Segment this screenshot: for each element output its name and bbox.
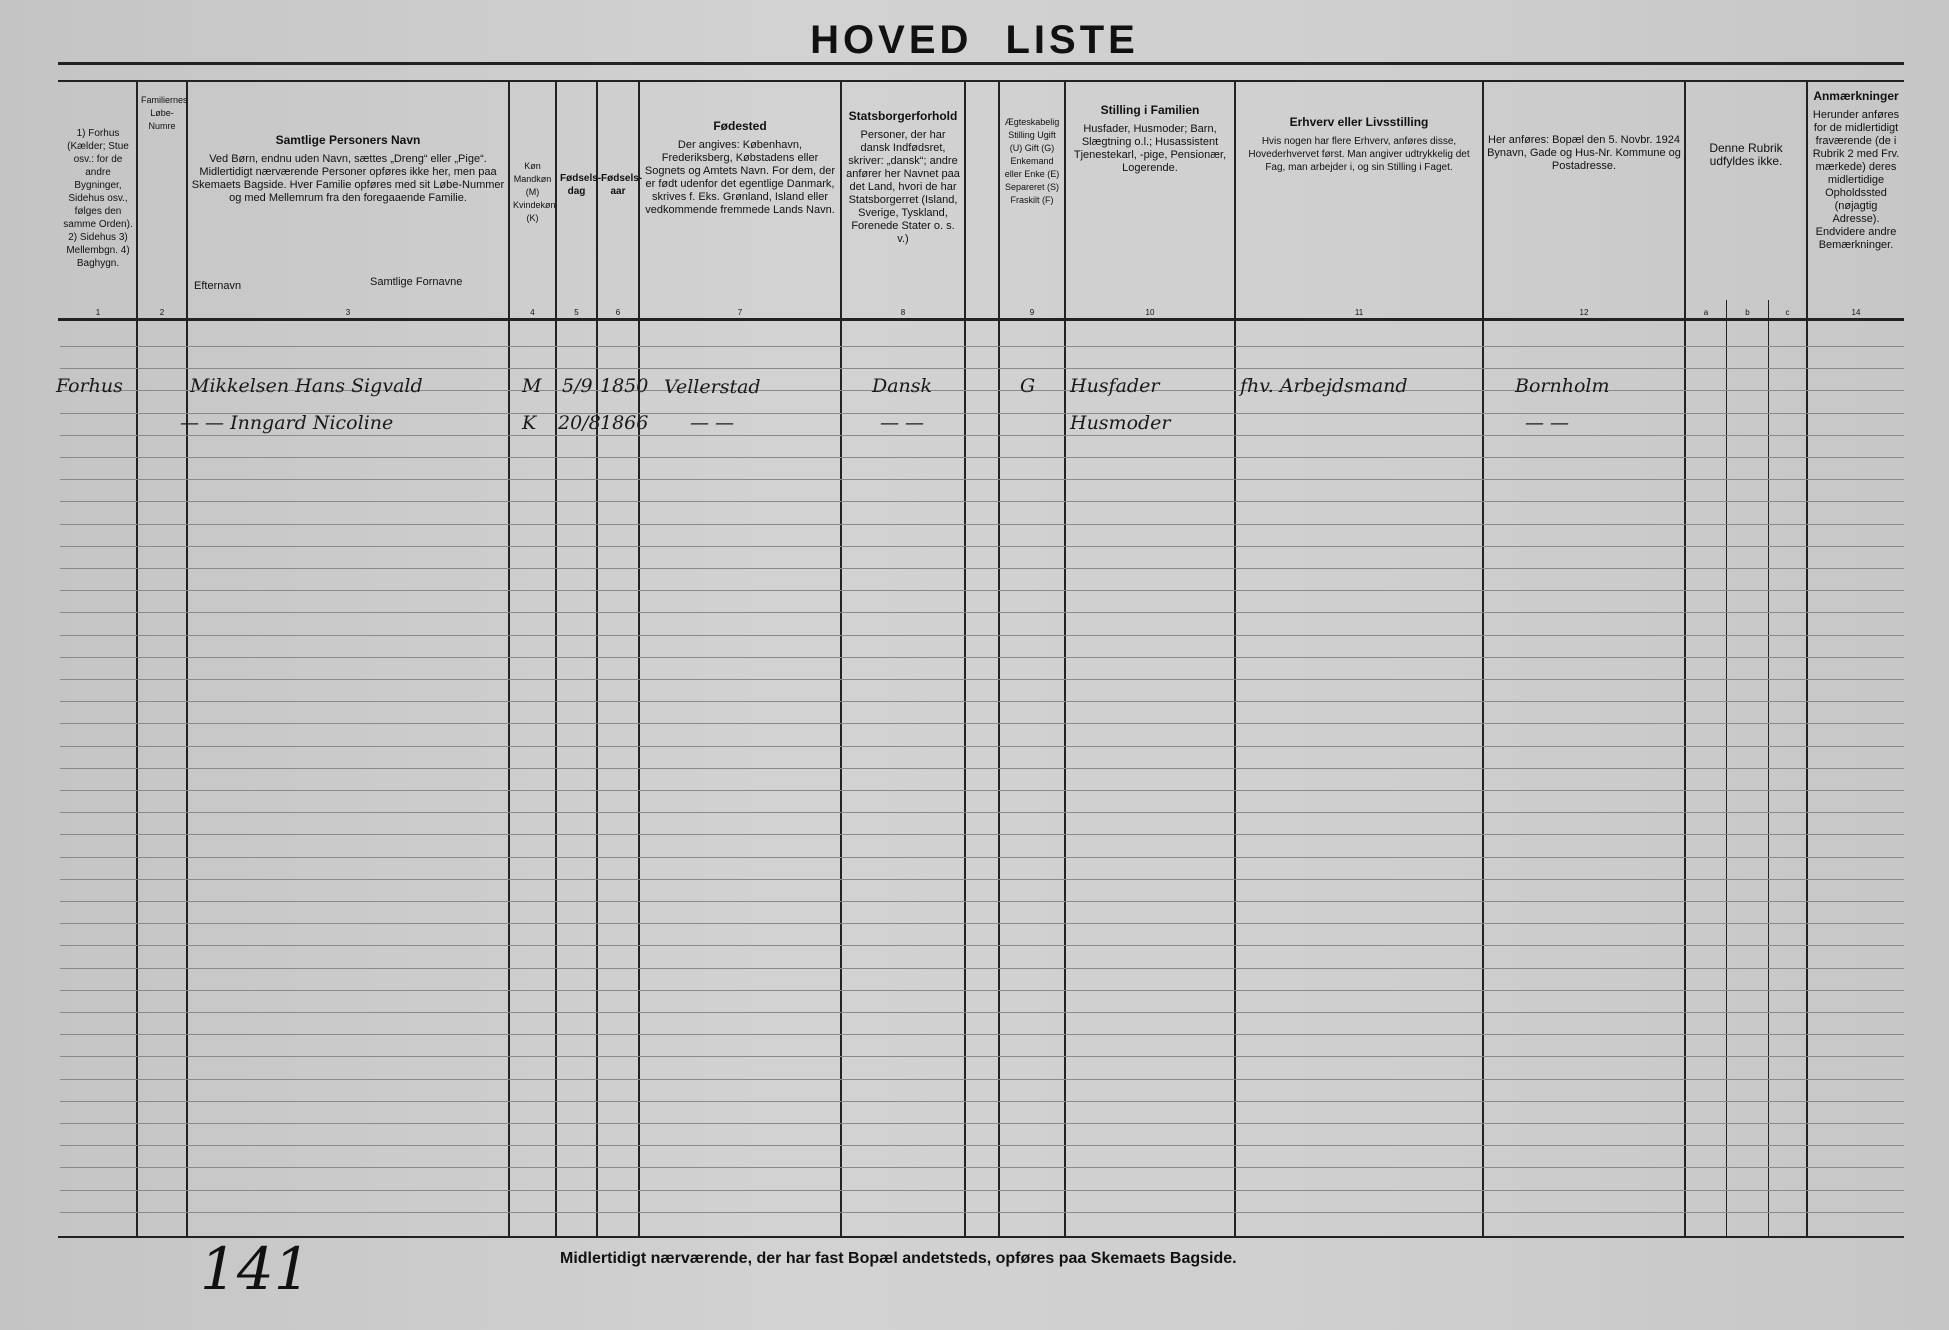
header-col10-title: Stilling i Familien: [1100, 103, 1200, 117]
ruled-line: [60, 568, 1904, 569]
header-col6: Fødsels-aar: [601, 173, 643, 197]
colnum: 6: [615, 308, 621, 317]
ruled-line: [60, 1212, 1904, 1213]
row1-citizenship: Dansk: [872, 375, 933, 397]
colnum: a: [1703, 308, 1709, 317]
header-col8-title: Statsborgerforhold: [848, 109, 958, 123]
header-col1: 1) Forhus (Kælder; Stue osv.: for de andre Bygninger, Sidehus osv., følges den samme Orden). 2) Sidehus 3) Mellembgn. 4) Baghygn.: [63, 128, 133, 269]
ruled-line: [60, 657, 1904, 658]
header-col2: Familiernes Løbe-Numre: [141, 95, 188, 131]
header-col3-body: Ved Børn, endnu uden Navn, sættes „Dreng“ eller „Pige“. Midlertidigt nærværende Personer opføres ikke her, men paa Skemaets Bagside. Hver Familie opføres med sit Løbe-Nummer og med Mellemrum fra den foregaaende Familie.: [191, 153, 505, 204]
ruled-line: [60, 701, 1904, 702]
ruled-line: [60, 968, 1904, 969]
header-bottom-rule: [58, 318, 1904, 321]
row2-citizenship: — —: [880, 412, 925, 434]
ruled-line: [60, 834, 1904, 835]
header-col11-body: Hvis nogen har flere Erhverv, anføres disse, Hovederhvervet først. Man angiver udtrykkelig det Fag, man arbejder i, og sin Stilling i Faget.: [1248, 136, 1470, 173]
header-col10: [1066, 82, 1234, 310]
row1-birthday: 5/9: [562, 375, 593, 397]
row2-name: — — Inngard Nicoline: [180, 412, 394, 434]
ruled-line: [60, 346, 1904, 347]
top-rule: [58, 62, 1904, 65]
ruled-line: [60, 1167, 1904, 1168]
row2-birthyear: 1866: [600, 412, 649, 434]
ruled-line: [60, 546, 1904, 547]
colnum: 9: [1029, 308, 1035, 317]
ruled-line: [60, 1190, 1904, 1191]
colnum: 10: [1145, 308, 1155, 317]
ruled-line: [60, 501, 1904, 502]
ruled-line: [60, 679, 1904, 680]
ruled-line: [60, 1056, 1904, 1057]
ruled-line: [60, 901, 1904, 902]
ruled-line: [60, 590, 1904, 591]
header-col9: Ægteskabelig Stilling Ugift (U) Gift (G) Enkemand eller Enke (E) Separeret (S) Fraskilt (F): [1004, 117, 1060, 205]
header-col5: Fødsels-dag: [560, 173, 602, 197]
colnum: 7: [737, 308, 743, 317]
page-number: 141: [200, 1235, 311, 1303]
ruled-line: [60, 524, 1904, 525]
header-col3-title: Samtlige Personers Navn: [275, 133, 421, 147]
row2-birthday: 20/8: [558, 412, 601, 434]
row1-building: Forhus: [56, 375, 123, 397]
colnum: 11: [1354, 308, 1364, 317]
colnum: c: [1785, 308, 1790, 317]
ruled-line: [60, 812, 1904, 813]
row1-sex: M: [522, 375, 542, 397]
row1-birthyear: 1850: [600, 375, 649, 397]
bottom-rule: [58, 1236, 1904, 1238]
colnum: 3: [345, 308, 351, 317]
row1-birthplace: Vellerstad: [664, 376, 761, 398]
ruled-line: [60, 1123, 1904, 1124]
header-col11-title: Erhverv eller Livsstilling: [1289, 115, 1429, 129]
ruled-line: [60, 1012, 1904, 1013]
ruled-line: [60, 612, 1904, 613]
header-col13: Denne Rubrik udfyldes ikke.: [1709, 141, 1783, 168]
header-col11: [1236, 82, 1482, 310]
row2-sex: K: [522, 412, 537, 434]
footer-note: Midlertidigt nærværende, der har fast Bopæl andetsteds, opføres paa Skemaets Bagside.: [560, 1250, 1237, 1267]
ruled-line: [60, 723, 1904, 724]
row2-position: Husmoder: [1070, 412, 1171, 434]
colnum: 14: [1851, 308, 1861, 317]
colnum: 5: [574, 308, 579, 317]
header-surname: Efternavn: [194, 280, 242, 292]
header-col7-body: Der angives: København, Frederiksberg, Købstadens eller Sognets og Amtets Navn. For dem, der er født udenfor det egentlige Danmark, skrives f. Eks. Grønland, Island eller vedkommende fremmede Lands Navn.: [644, 139, 836, 216]
ruled-line: [60, 857, 1904, 858]
header-col8: [842, 82, 964, 310]
ruled-line: [60, 790, 1904, 791]
ruled-line: [60, 435, 1904, 436]
ruled-line: [60, 1034, 1904, 1035]
header-col14-title: Anmærkninger: [1813, 89, 1899, 103]
ruled-line: [60, 1079, 1904, 1080]
ruled-line: [60, 923, 1904, 924]
col-divider: [964, 80, 966, 1236]
ruled-line: [60, 990, 1904, 991]
colnum: b: [1745, 308, 1750, 317]
page-title: HOVED LISTE: [810, 18, 1139, 62]
ruled-line: [60, 368, 1904, 369]
ruled-line: [60, 768, 1904, 769]
row2-residence: — —: [1525, 412, 1570, 434]
row1-position: Husfader: [1070, 375, 1160, 397]
row1-residence: Bornholm: [1515, 375, 1610, 397]
header-col10-body: Husfader, Husmoder; Barn, Slægtning o.l.; Husassistent Tjenestekarl, -pige, Pensionær, Logerende.: [1073, 123, 1227, 174]
colnum: 4: [530, 308, 535, 317]
ruled-line: [60, 879, 1904, 880]
header-col4: Køn Mandkøn (M) Kvindekøn (K): [513, 161, 556, 223]
row1-name: Mikkelsen Hans Sigvald: [190, 375, 423, 397]
ruled-line: [60, 479, 1904, 480]
ruled-line: [60, 1145, 1904, 1146]
ruled-line: [60, 1101, 1904, 1102]
colnum: 12: [1579, 308, 1589, 317]
header-firstnames: Samtlige Fornavne: [370, 276, 463, 288]
row1-marital: G: [1020, 375, 1036, 397]
header-col12: Her anføres: Bopæl den 5. Novbr. 1924 Bynavn, Gade og Hus-Nr. Kommune og Postadresse.: [1487, 134, 1681, 172]
colnum: 2: [159, 308, 165, 317]
ruled-line: [60, 457, 1904, 458]
ruled-line: [60, 635, 1904, 636]
header-col8-body: Personer, der har dansk Indfødsret, skriver: „dansk“; andre anfører her Navnet paa det Land, hvori de har Statsborgerret (Island, Sverige, Tyskland, Forenede Stater o. s. v.): [846, 129, 960, 245]
colnum: 8: [900, 308, 906, 317]
header-col14: [1808, 82, 1904, 310]
ruled-line: [60, 945, 1904, 946]
row1-occupation: fhv. Arbejdsmand: [1240, 375, 1408, 397]
header-col14-body: Herunder anføres for de midlertidigt fraværende (de i Rubrik 2 med Frv. mærkede) deres midlertidige Opholdssted (nøjagtig Adresse). Endvidere andre Bemærkninger.: [1812, 109, 1900, 251]
header-col7: [640, 82, 840, 310]
colnum: 1: [95, 308, 101, 317]
ruled-line: [60, 746, 1904, 747]
row2-birthplace: — —: [690, 412, 735, 434]
header-col7-title: Fødested: [713, 119, 767, 133]
